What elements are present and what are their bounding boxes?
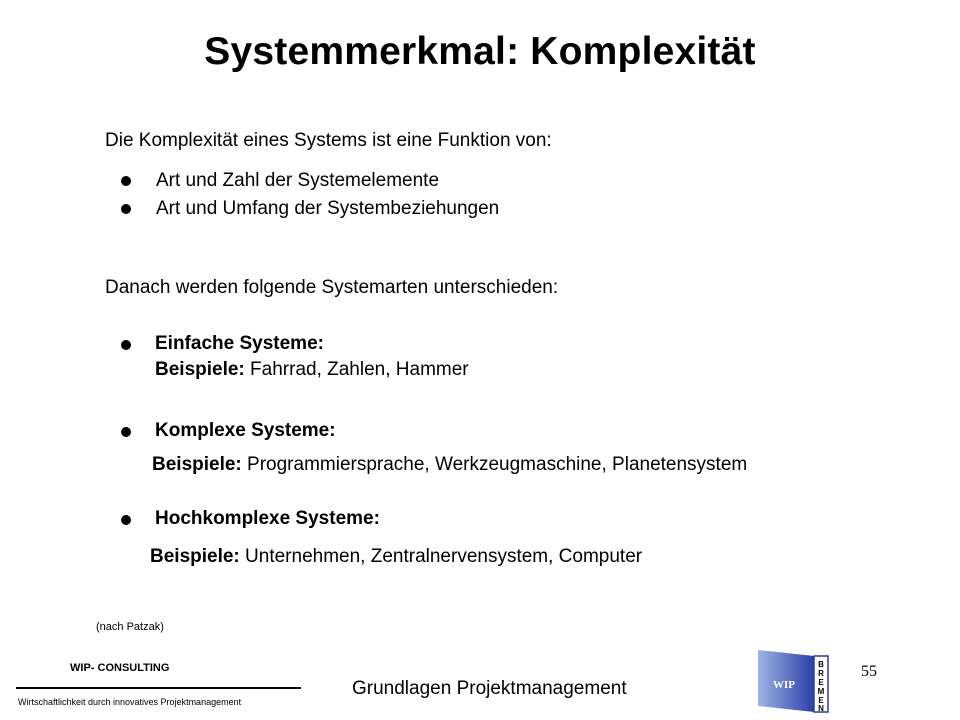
logo-letter: M (817, 687, 825, 696)
wip-bremen-logo (756, 648, 840, 714)
logo-letter: E (818, 678, 824, 687)
logo-letter: N (818, 704, 824, 713)
bullet-icon (121, 204, 131, 214)
examples-text: Fahrrad, Zahlen, Hammer (244, 359, 469, 380)
bullet-icon (121, 176, 131, 186)
company-tagline: Wirtschaftlichkeit durch innovatives Projektmanagement (18, 697, 242, 707)
examples-text: Unternehmen, Zentralnervensystem, Computer (239, 546, 643, 567)
system-type-name: Komplexe Systeme: (155, 420, 336, 441)
logo-letter: B (818, 660, 824, 669)
footer-divider (16, 687, 301, 689)
examples-text: Programmiersprache, Werkzeugmaschine, Planetensystem (241, 454, 748, 475)
page-number: 55 (861, 663, 877, 680)
logo-letter: E (818, 696, 824, 705)
examples-label: Beispiele: (155, 359, 245, 380)
logo-text: WIP (773, 679, 795, 691)
system-type-examples (152, 454, 747, 476)
factor-item: Art und Zahl der Systemelemente (156, 170, 440, 191)
system-type-name: Einfache Systeme: (155, 333, 324, 354)
source-note: (nach Patzak) (96, 621, 164, 633)
examples-label: Beispiele: (150, 546, 240, 567)
system-type-examples (155, 359, 469, 381)
intro-text: Die Komplexität eines Systems ist eine Funktion von: (105, 130, 552, 151)
logo-letter: R (818, 669, 824, 678)
factor-item: Art und Umfang der Systembeziehungen (156, 198, 500, 219)
course-title: Grundlagen Projektmanagement (352, 678, 627, 699)
system-type-name: Hochkomplexe Systeme: (155, 508, 380, 529)
slide-title: Systemmerkmal: Komplexität (204, 30, 756, 73)
system-type-examples (150, 546, 642, 568)
bullet-icon (121, 340, 131, 350)
examples-label: Beispiele: (152, 454, 242, 475)
bullet-icon (121, 515, 131, 525)
company-name: WIP- CONSULTING (70, 662, 170, 674)
bullet-icon (121, 427, 131, 437)
types-intro-text: Danach werden folgende Systemarten unterschieden: (105, 277, 559, 298)
